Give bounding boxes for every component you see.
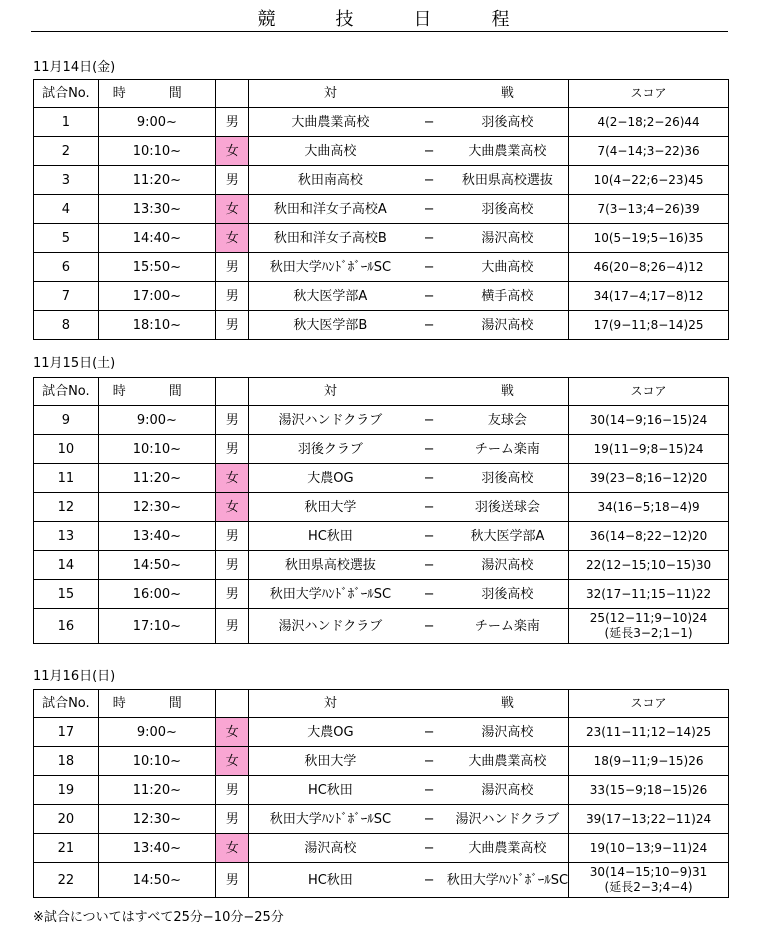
team-home: 秋田大学	[249, 747, 411, 776]
header-time-b: 間	[168, 86, 182, 101]
game-number: 12	[34, 493, 99, 522]
team-home: 湯沢ハンドクラブ	[249, 609, 411, 644]
game-score	[569, 311, 729, 340]
game-time: 9:00~	[98, 406, 215, 435]
versus-dash: −	[411, 224, 446, 253]
versus-dash: −	[411, 718, 446, 747]
score-line: (延長2−3;4−4)	[604, 880, 693, 894]
score-line: 7(4−14;3−22)36	[597, 143, 700, 158]
game-category: 男	[216, 406, 249, 435]
game-category: 女	[216, 195, 249, 224]
game-time: 12:30~	[98, 805, 215, 834]
table-row	[34, 253, 729, 282]
team-away: 湯沢高校	[447, 718, 569, 747]
game-score	[569, 863, 729, 898]
team-away: 大曲農業高校	[447, 834, 569, 863]
day-label: 11月16日(日)	[33, 669, 116, 684]
game-score	[569, 137, 729, 166]
game-number: 19	[34, 776, 99, 805]
game-category: 男	[216, 805, 249, 834]
game-number: 2	[34, 137, 99, 166]
team-home: 秋田大学ﾊﾝﾄﾞﾎﾞｰﾙSC	[249, 805, 411, 834]
game-number: 10	[34, 435, 99, 464]
table-row	[34, 282, 729, 311]
team-away: チーム楽南	[447, 435, 569, 464]
game-category: 男	[216, 282, 249, 311]
game-category: 女	[216, 224, 249, 253]
team-home: 湯沢高校	[249, 834, 411, 863]
score-line: 34(16−5;18−4)9	[597, 499, 700, 514]
versus-dash: −	[411, 493, 446, 522]
game-score	[569, 253, 729, 282]
game-number: 22	[34, 863, 99, 898]
header-sex	[216, 80, 249, 108]
header-time	[98, 80, 215, 108]
game-score	[569, 805, 729, 834]
versus-dash: −	[411, 747, 446, 776]
game-time: 11:20~	[98, 166, 215, 195]
team-home: 秋田大学ﾊﾝﾄﾞﾎﾞｰﾙSC	[249, 580, 411, 609]
game-time: 15:50~	[98, 253, 215, 282]
table-row	[34, 522, 729, 551]
versus-dash: −	[411, 406, 446, 435]
team-away: 湯沢高校	[447, 551, 569, 580]
score-line: 19(10−13;9−11)24	[589, 840, 708, 855]
table-row	[34, 195, 729, 224]
game-score	[569, 166, 729, 195]
game-time: 14:50~	[98, 551, 215, 580]
team-home: 秋大医学部A	[249, 282, 411, 311]
team-away: 大曲高校	[447, 253, 569, 282]
score-line: 33(15−9;18−15)26	[589, 782, 708, 797]
header-score: スコア	[569, 690, 729, 718]
score-line: 19(11−9;8−15)24	[593, 441, 704, 456]
score-line: 18(9−11;9−15)26	[593, 753, 704, 768]
versus-dash: −	[411, 776, 446, 805]
game-time: 16:00~	[98, 580, 215, 609]
header-vs-b: 戦	[447, 690, 569, 718]
game-score	[569, 493, 729, 522]
game-score	[569, 464, 729, 493]
header-sex	[216, 378, 249, 406]
team-away: 羽後送球会	[447, 493, 569, 522]
team-away: 友球会	[447, 406, 569, 435]
game-category: 女	[216, 493, 249, 522]
team-home: 大曲農業高校	[249, 108, 411, 137]
versus-dash: −	[411, 580, 446, 609]
header-time-a: 時	[112, 86, 126, 101]
team-home: 羽後クラブ	[249, 435, 411, 464]
game-number: 17	[34, 718, 99, 747]
team-home: 秋田県高校選抜	[249, 551, 411, 580]
team-home: HC秋田	[249, 522, 411, 551]
team-away: チーム楽南	[447, 609, 569, 644]
table-row	[34, 108, 729, 137]
game-score	[569, 718, 729, 747]
table-row	[34, 166, 729, 195]
game-score	[569, 834, 729, 863]
game-number: 16	[34, 609, 99, 644]
game-time: 10:10~	[98, 435, 215, 464]
team-home: 秋田大学	[249, 493, 411, 522]
game-score	[569, 522, 729, 551]
header-vs-a: 対	[249, 80, 411, 108]
game-category: 女	[216, 137, 249, 166]
team-away: 羽後高校	[447, 580, 569, 609]
game-time: 13:30~	[98, 195, 215, 224]
score-line: 10(4−22;6−23)45	[593, 172, 704, 187]
game-category: 男	[216, 311, 249, 340]
game-time: 17:10~	[98, 609, 215, 644]
game-time: 14:50~	[98, 863, 215, 898]
game-category: 男	[216, 863, 249, 898]
header-no: 試合No.	[34, 690, 99, 718]
game-number: 13	[34, 522, 99, 551]
game-category: 男	[216, 580, 249, 609]
game-category: 女	[216, 747, 249, 776]
versus-dash: −	[411, 166, 446, 195]
game-number: 15	[34, 580, 99, 609]
score-line: 36(14−8;22−12)20	[589, 528, 708, 543]
game-score	[569, 609, 729, 644]
team-home: HC秋田	[249, 863, 411, 898]
game-time: 9:00~	[98, 108, 215, 137]
game-score	[569, 776, 729, 805]
game-score	[569, 195, 729, 224]
footnote: ※試合についてはすべて25分−10分−25分	[33, 910, 284, 925]
page-title	[0, 5, 767, 31]
table-row	[34, 747, 729, 776]
title-char: 程	[491, 9, 510, 30]
title-char: 日	[413, 9, 432, 30]
day-label: 11月14日(金)	[33, 60, 116, 75]
game-score	[569, 108, 729, 137]
game-score	[569, 224, 729, 253]
team-away: 秋田県高校選抜	[447, 166, 569, 195]
game-time: 10:10~	[98, 137, 215, 166]
score-line: 34(17−4;17−8)12	[593, 288, 704, 303]
game-category: 男	[216, 253, 249, 282]
versus-dash: −	[411, 253, 446, 282]
table-row	[34, 464, 729, 493]
versus-dash: −	[411, 551, 446, 580]
score-line: 10(5−19;5−16)35	[593, 230, 704, 245]
game-category: 男	[216, 108, 249, 137]
versus-dash: −	[411, 609, 446, 644]
header-time-b: 間	[168, 696, 182, 711]
score-line: 17(9−11;8−14)25	[593, 317, 704, 332]
header-sex	[216, 690, 249, 718]
game-number: 8	[34, 311, 99, 340]
team-home: 湯沢ハンドクラブ	[249, 406, 411, 435]
team-away: 湯沢高校	[447, 776, 569, 805]
schedule-table	[33, 377, 729, 644]
versus-dash: −	[411, 311, 446, 340]
table-row	[34, 311, 729, 340]
title-char: 競	[257, 9, 276, 30]
table-row	[34, 406, 729, 435]
table-row	[34, 580, 729, 609]
game-category: 女	[216, 718, 249, 747]
header-vs-b: 戦	[447, 378, 569, 406]
header-dash	[411, 690, 446, 718]
team-away: 羽後高校	[447, 464, 569, 493]
score-line: 32(17−11;15−11)22	[585, 586, 712, 601]
game-score	[569, 282, 729, 311]
team-home: 秋田和洋女子高校B	[249, 224, 411, 253]
team-away: 横手高校	[447, 282, 569, 311]
score-line: 23(11−11;12−14)25	[585, 724, 712, 739]
game-category: 女	[216, 834, 249, 863]
header-time-b: 間	[168, 384, 182, 399]
team-home: 秋田大学ﾊﾝﾄﾞﾎﾞｰﾙSC	[249, 253, 411, 282]
game-time: 18:10~	[98, 311, 215, 340]
header-no: 試合No.	[34, 80, 99, 108]
game-category: 男	[216, 522, 249, 551]
header-time	[98, 378, 215, 406]
versus-dash: −	[411, 834, 446, 863]
game-number: 20	[34, 805, 99, 834]
game-time: 11:20~	[98, 464, 215, 493]
team-away: 秋田大学ﾊﾝﾄﾞﾎﾞｰﾙSC	[447, 863, 569, 898]
team-away: 湯沢ハンドクラブ	[447, 805, 569, 834]
table-row	[34, 137, 729, 166]
header-time	[98, 690, 215, 718]
team-away: 羽後高校	[447, 195, 569, 224]
team-away: 大曲農業高校	[447, 747, 569, 776]
game-score	[569, 747, 729, 776]
game-score	[569, 580, 729, 609]
game-time: 9:00~	[98, 718, 215, 747]
header-time-a: 時	[112, 696, 126, 711]
game-category: 男	[216, 166, 249, 195]
header-vs-a: 対	[249, 378, 411, 406]
versus-dash: −	[411, 863, 446, 898]
header-vs-a: 対	[249, 690, 411, 718]
score-line: 39(17−13;22−11)24	[585, 811, 712, 826]
team-away: 大曲農業高校	[447, 137, 569, 166]
score-line: 30(14−15;10−9)31	[589, 865, 708, 879]
game-category: 男	[216, 435, 249, 464]
header-vs-b: 戦	[447, 80, 569, 108]
versus-dash: −	[411, 435, 446, 464]
versus-dash: −	[411, 108, 446, 137]
team-away: 湯沢高校	[447, 311, 569, 340]
game-number: 14	[34, 551, 99, 580]
day-label: 11月15日(土)	[33, 356, 116, 371]
table-header-row	[34, 80, 729, 108]
team-home: 秋大医学部B	[249, 311, 411, 340]
table-row	[34, 435, 729, 464]
score-line: (延長3−2;1−1)	[604, 626, 693, 640]
game-number: 5	[34, 224, 99, 253]
game-score	[569, 551, 729, 580]
versus-dash: −	[411, 195, 446, 224]
table-row	[34, 776, 729, 805]
score-line: 22(12−15;10−15)30	[585, 557, 712, 572]
team-home: HC秋田	[249, 776, 411, 805]
score-line: 25(12−11;9−10)24	[589, 611, 708, 625]
game-number: 3	[34, 166, 99, 195]
versus-dash: −	[411, 137, 446, 166]
header-time-a: 時	[112, 384, 126, 399]
table-header-row	[34, 690, 729, 718]
header-score: スコア	[569, 80, 729, 108]
game-score	[569, 435, 729, 464]
score-line: 30(14−9;16−15)24	[589, 412, 708, 427]
game-time: 14:40~	[98, 224, 215, 253]
table-row	[34, 224, 729, 253]
team-away: 湯沢高校	[447, 224, 569, 253]
team-home: 大農OG	[249, 464, 411, 493]
score-line: 39(23−8;16−12)20	[589, 470, 708, 485]
table-row	[34, 551, 729, 580]
header-dash	[411, 378, 446, 406]
game-number: 7	[34, 282, 99, 311]
versus-dash: −	[411, 282, 446, 311]
table-row	[34, 863, 729, 898]
schedule-table	[33, 79, 729, 340]
versus-dash: −	[411, 805, 446, 834]
game-category: 女	[216, 464, 249, 493]
table-row	[34, 609, 729, 644]
game-number: 9	[34, 406, 99, 435]
team-home: 大農OG	[249, 718, 411, 747]
title-underline	[31, 31, 728, 32]
table-row	[34, 834, 729, 863]
score-line: 4(2−18;2−26)44	[597, 114, 700, 129]
game-number: 11	[34, 464, 99, 493]
game-category: 男	[216, 776, 249, 805]
table-header-row	[34, 378, 729, 406]
table-row	[34, 805, 729, 834]
game-time: 13:40~	[98, 834, 215, 863]
score-line: 7(3−13;4−26)39	[597, 201, 700, 216]
team-away: 秋大医学部A	[447, 522, 569, 551]
game-category: 男	[216, 609, 249, 644]
game-time: 11:20~	[98, 776, 215, 805]
game-number: 4	[34, 195, 99, 224]
game-time: 13:40~	[98, 522, 215, 551]
team-home: 大曲高校	[249, 137, 411, 166]
table-row	[34, 493, 729, 522]
game-time: 10:10~	[98, 747, 215, 776]
game-score	[569, 406, 729, 435]
score-line: 46(20−8;26−4)12	[593, 259, 704, 274]
game-number: 18	[34, 747, 99, 776]
header-no: 試合No.	[34, 378, 99, 406]
game-time: 12:30~	[98, 493, 215, 522]
game-number: 21	[34, 834, 99, 863]
table-row	[34, 718, 729, 747]
versus-dash: −	[411, 522, 446, 551]
team-home: 秋田南高校	[249, 166, 411, 195]
title-char: 技	[335, 9, 354, 30]
game-time: 17:00~	[98, 282, 215, 311]
game-number: 1	[34, 108, 99, 137]
game-category: 男	[216, 551, 249, 580]
header-dash	[411, 80, 446, 108]
team-away: 羽後高校	[447, 108, 569, 137]
game-number: 6	[34, 253, 99, 282]
team-home: 秋田和洋女子高校A	[249, 195, 411, 224]
header-score: スコア	[569, 378, 729, 406]
versus-dash: −	[411, 464, 446, 493]
schedule-table	[33, 689, 729, 898]
